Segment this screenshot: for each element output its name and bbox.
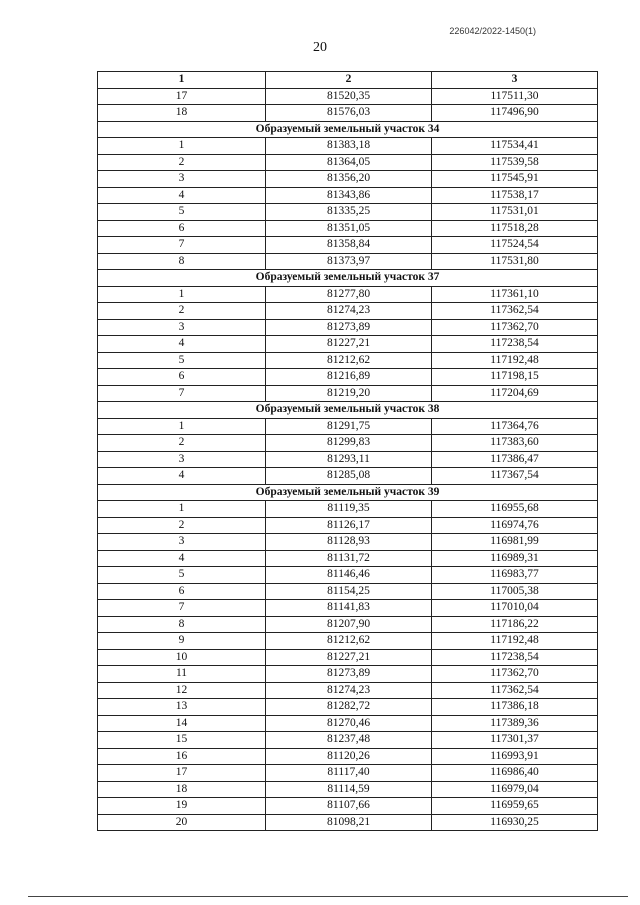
x-coordinate-cell: 81219,20 <box>266 385 432 402</box>
section-header-row <box>98 270 598 287</box>
point-number-cell: 3 <box>98 534 266 551</box>
table-row <box>98 666 598 683</box>
point-number-cell: 2 <box>98 154 266 171</box>
y-coordinate-cell: 117364,76 <box>432 418 598 435</box>
x-coordinate-cell: 81383,18 <box>266 138 432 155</box>
x-coordinate-cell: 81373,97 <box>266 253 432 270</box>
column-header-x: 2 <box>266 72 432 89</box>
x-coordinate-cell: 81274,23 <box>266 682 432 699</box>
x-coordinate-cell: 81277,80 <box>266 286 432 303</box>
scan-edge-line <box>28 896 628 897</box>
table-row <box>98 154 598 171</box>
point-number-cell: 3 <box>98 319 266 336</box>
table-row <box>98 418 598 435</box>
y-coordinate-cell: 117192,48 <box>432 633 598 650</box>
y-coordinate-cell: 117362,54 <box>432 303 598 320</box>
point-number-cell: 13 <box>98 699 266 716</box>
y-coordinate-cell: 117005,38 <box>432 583 598 600</box>
y-coordinate-cell: 117386,47 <box>432 451 598 468</box>
table-row <box>98 204 598 221</box>
x-coordinate-cell: 81107,66 <box>266 798 432 815</box>
table-row <box>98 583 598 600</box>
point-number-cell: 8 <box>98 253 266 270</box>
x-coordinate-cell: 81117,40 <box>266 765 432 782</box>
x-coordinate-cell: 81293,11 <box>266 451 432 468</box>
x-coordinate-cell: 81128,93 <box>266 534 432 551</box>
table-row <box>98 748 598 765</box>
point-number-cell: 4 <box>98 187 266 204</box>
table-row <box>98 171 598 188</box>
x-coordinate-cell: 81299,83 <box>266 435 432 452</box>
point-number-cell: 10 <box>98 649 266 666</box>
point-number-cell: 3 <box>98 451 266 468</box>
table-row <box>98 286 598 303</box>
point-number-cell: 14 <box>98 715 266 732</box>
y-coordinate-cell: 116981,99 <box>432 534 598 551</box>
point-number-cell: 5 <box>98 352 266 369</box>
point-number-cell: 1 <box>98 138 266 155</box>
y-coordinate-cell: 117367,54 <box>432 468 598 485</box>
point-number-cell: 4 <box>98 336 266 353</box>
table-row <box>98 435 598 452</box>
x-coordinate-cell: 81273,89 <box>266 319 432 336</box>
table-row <box>98 633 598 650</box>
y-coordinate-cell: 116986,40 <box>432 765 598 782</box>
section-header-row <box>98 121 598 138</box>
table-row <box>98 303 598 320</box>
y-coordinate-cell: 117198,15 <box>432 369 598 386</box>
point-number-cell: 1 <box>98 286 266 303</box>
x-coordinate-cell: 81356,20 <box>266 171 432 188</box>
x-coordinate-cell: 81120,26 <box>266 748 432 765</box>
x-coordinate-cell: 81207,90 <box>266 616 432 633</box>
point-number-cell: 16 <box>98 748 266 765</box>
table-row <box>98 550 598 567</box>
x-coordinate-cell: 81343,86 <box>266 187 432 204</box>
point-number-cell: 19 <box>98 798 266 815</box>
y-coordinate-cell: 117545,91 <box>432 171 598 188</box>
y-coordinate-cell: 117386,18 <box>432 699 598 716</box>
y-coordinate-cell: 117010,04 <box>432 600 598 617</box>
table-row <box>98 253 598 270</box>
point-number-cell: 6 <box>98 583 266 600</box>
x-coordinate-cell: 81285,08 <box>266 468 432 485</box>
point-number-cell: 7 <box>98 237 266 254</box>
table-row <box>98 319 598 336</box>
table-header-row <box>98 72 598 89</box>
document-id: 226042/2022-1450(1) <box>449 26 536 36</box>
x-coordinate-cell: 81212,62 <box>266 633 432 650</box>
page-number: 20 <box>313 40 327 55</box>
x-coordinate-cell: 81114,59 <box>266 781 432 798</box>
y-coordinate-cell: 116983,77 <box>432 567 598 584</box>
x-coordinate-cell: 81364,05 <box>266 154 432 171</box>
point-number-cell: 18 <box>98 781 266 798</box>
table-row <box>98 336 598 353</box>
table-row <box>98 682 598 699</box>
x-coordinate-cell: 81237,48 <box>266 732 432 749</box>
section-title: Образуемый земельный участок 34 <box>98 121 598 138</box>
y-coordinate-cell: 116979,04 <box>432 781 598 798</box>
y-coordinate-cell: 117389,36 <box>432 715 598 732</box>
y-coordinate-cell: 117534,41 <box>432 138 598 155</box>
table-row <box>98 468 598 485</box>
table-row <box>98 501 598 518</box>
point-number-cell: 17 <box>98 765 266 782</box>
y-coordinate-cell: 117524,54 <box>432 237 598 254</box>
y-coordinate-cell: 117539,58 <box>432 154 598 171</box>
y-coordinate-cell: 117538,17 <box>432 187 598 204</box>
point-number-cell: 7 <box>98 600 266 617</box>
y-coordinate-cell: 117361,10 <box>432 286 598 303</box>
x-coordinate-cell: 81274,23 <box>266 303 432 320</box>
y-coordinate-cell: 116993,91 <box>432 748 598 765</box>
section-title: Образуемый земельный участок 38 <box>98 402 598 419</box>
table-row <box>98 534 598 551</box>
table-row <box>98 567 598 584</box>
table-row <box>98 798 598 815</box>
y-coordinate-cell: 117496,90 <box>432 105 598 122</box>
y-coordinate-cell: 117383,60 <box>432 435 598 452</box>
x-coordinate-cell: 81154,25 <box>266 583 432 600</box>
point-number-cell: 6 <box>98 220 266 237</box>
y-coordinate-cell: 116959,65 <box>432 798 598 815</box>
point-number-cell: 15 <box>98 732 266 749</box>
y-coordinate-cell: 116974,76 <box>432 517 598 534</box>
y-coordinate-cell: 117518,28 <box>432 220 598 237</box>
table-row <box>98 600 598 617</box>
point-number-cell: 2 <box>98 435 266 452</box>
y-coordinate-cell: 117362,70 <box>432 319 598 336</box>
table-row <box>98 699 598 716</box>
table-row <box>98 88 598 105</box>
point-number-cell: 20 <box>98 814 266 831</box>
x-coordinate-cell: 81335,25 <box>266 204 432 221</box>
point-number-cell: 2 <box>98 517 266 534</box>
table-row <box>98 517 598 534</box>
table-row <box>98 369 598 386</box>
y-coordinate-cell: 117362,70 <box>432 666 598 683</box>
x-coordinate-cell: 81270,46 <box>266 715 432 732</box>
y-coordinate-cell: 117301,37 <box>432 732 598 749</box>
x-coordinate-cell: 81216,89 <box>266 369 432 386</box>
table-row <box>98 649 598 666</box>
point-number-cell: 4 <box>98 550 266 567</box>
x-coordinate-cell: 81126,17 <box>266 517 432 534</box>
x-coordinate-cell: 81351,05 <box>266 220 432 237</box>
table-row <box>98 715 598 732</box>
y-coordinate-cell: 117192,48 <box>432 352 598 369</box>
column-header-y: 3 <box>432 72 598 89</box>
point-number-cell: 3 <box>98 171 266 188</box>
section-title: Образуемый земельный участок 37 <box>98 270 598 287</box>
x-coordinate-cell: 81227,21 <box>266 336 432 353</box>
point-number-cell: 5 <box>98 204 266 221</box>
point-number-cell: 17 <box>98 88 266 105</box>
point-number-cell: 12 <box>98 682 266 699</box>
section-header-row <box>98 402 598 419</box>
point-number-cell: 1 <box>98 418 266 435</box>
table-row <box>98 616 598 633</box>
table-row <box>98 451 598 468</box>
point-number-cell: 11 <box>98 666 266 683</box>
y-coordinate-cell: 117238,54 <box>432 649 598 666</box>
x-coordinate-cell: 81141,83 <box>266 600 432 617</box>
table-row <box>98 814 598 831</box>
x-coordinate-cell: 81520,35 <box>266 88 432 105</box>
point-number-cell: 2 <box>98 303 266 320</box>
x-coordinate-cell: 81119,35 <box>266 501 432 518</box>
y-coordinate-cell: 117362,54 <box>432 682 598 699</box>
point-number-cell: 9 <box>98 633 266 650</box>
y-coordinate-cell: 117531,80 <box>432 253 598 270</box>
x-coordinate-cell: 81282,72 <box>266 699 432 716</box>
y-coordinate-cell: 117531,01 <box>432 204 598 221</box>
point-number-cell: 4 <box>98 468 266 485</box>
y-coordinate-cell: 117511,30 <box>432 88 598 105</box>
y-coordinate-cell: 116955,68 <box>432 501 598 518</box>
section-title: Образуемый земельный участок 39 <box>98 484 598 501</box>
y-coordinate-cell: 117238,54 <box>432 336 598 353</box>
column-header-point: 1 <box>98 72 266 89</box>
table-row <box>98 781 598 798</box>
table-row <box>98 352 598 369</box>
x-coordinate-cell: 81212,62 <box>266 352 432 369</box>
x-coordinate-cell: 81131,72 <box>266 550 432 567</box>
table-row <box>98 765 598 782</box>
table-row <box>98 187 598 204</box>
table-row <box>98 732 598 749</box>
table-row <box>98 220 598 237</box>
x-coordinate-cell: 81098,21 <box>266 814 432 831</box>
point-number-cell: 5 <box>98 567 266 584</box>
x-coordinate-cell: 81146,46 <box>266 567 432 584</box>
x-coordinate-cell: 81273,89 <box>266 666 432 683</box>
x-coordinate-cell: 81227,21 <box>266 649 432 666</box>
x-coordinate-cell: 81358,84 <box>266 237 432 254</box>
x-coordinate-cell: 81291,75 <box>266 418 432 435</box>
y-coordinate-cell: 116989,31 <box>432 550 598 567</box>
y-coordinate-cell: 116930,25 <box>432 814 598 831</box>
point-number-cell: 6 <box>98 369 266 386</box>
table-row <box>98 138 598 155</box>
point-number-cell: 18 <box>98 105 266 122</box>
x-coordinate-cell: 81576,03 <box>266 105 432 122</box>
y-coordinate-cell: 117186,22 <box>432 616 598 633</box>
table-row <box>98 385 598 402</box>
section-header-row <box>98 484 598 501</box>
point-number-cell: 1 <box>98 501 266 518</box>
table-row <box>98 105 598 122</box>
point-number-cell: 8 <box>98 616 266 633</box>
table-row <box>98 237 598 254</box>
coordinates-table <box>97 71 598 831</box>
y-coordinate-cell: 117204,69 <box>432 385 598 402</box>
point-number-cell: 7 <box>98 385 266 402</box>
